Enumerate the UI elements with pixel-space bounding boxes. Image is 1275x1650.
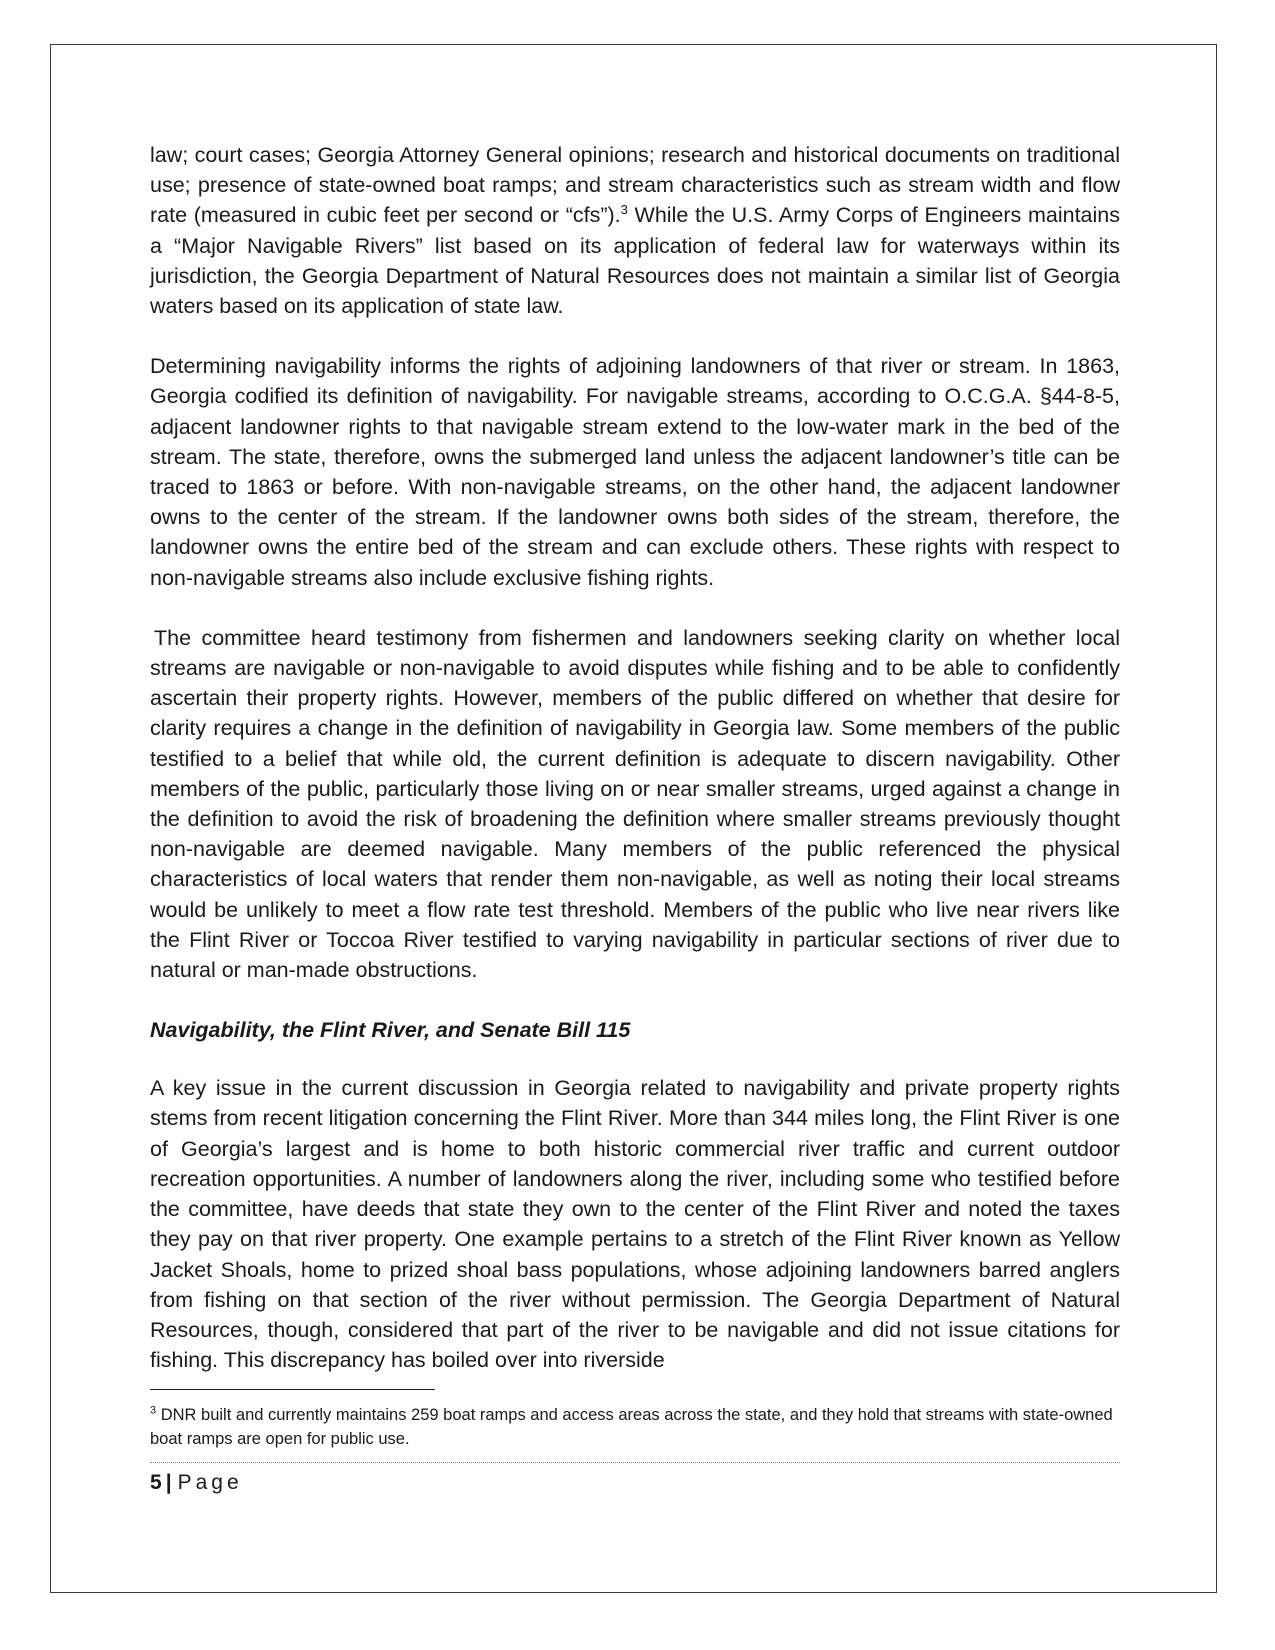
- page-separator: |: [165, 1471, 172, 1494]
- paragraph-text: law; court cases; Georgia Attorney General opinions; research and historical documents on traditional use; presence of state-owned boat ramps; and stream characteristics such as stream width and flow rate (measured in cubic feet per second or “cfs”).: [150, 143, 1120, 228]
- footnote-reference: 3: [620, 202, 628, 218]
- footnote-marker: 3: [150, 1404, 157, 1417]
- page-label: Page: [177, 1471, 243, 1494]
- page-footer: [150, 1468, 243, 1498]
- footnote-divider: [150, 1389, 435, 1390]
- paragraph-flint-river: A key issue in the current discussion in Georgia related to navigability and private property rights stems from recent litigation concerning the Flint River. More than 344 miles long, the Flint River is one of Georgia’s largest and is home to both historic commercial river traffic and current outdoor recreation opportunities. A number of landowners along the river, including some who testified before the committee, have deeds that state they own to the center of the Flint River and noted the taxes they pay on that river property. One example pertains to a stretch of the Flint River known as Yellow Jacket Shoals, home to prized shoal bass populations, whose adjoining landowners barred anglers from fishing on that section of the river without permission. The Georgia Department of Natural Resources, though, considered that part of the river to be navigable and did not issue citations for fishing. This discrepancy has boiled over into riverside: [150, 1076, 1120, 1373]
- paragraph-committee-testimony: The committee heard testimony from fishermen and landowners seeking clarity on whether local streams are navigable or non-navigable to avoid disputes while fishing and to be able to confidently ascertain their property rights. However, members of the public differed on whether that desire for clarity requires a change in the definition of navigability in Georgia law. Some members of the public testified to a belief that while old, the current definition is adequate to discern navigability. Other members of the public, particularly those living on or near smaller streams, urged against a change in the definition to avoid the risk of broadening the definition where smaller streams previously thought non-navigable are deemed navigable. Many members of the public referenced the physical characteristics of local waters that render them non-navigable, as well as noting their local streams would be unlikely to meet a flow rate test threshold. Members of the public who live near rivers like the Flint River or Toccoa River testified to varying navigability in particular sections of river due to natural or man-made obstructions.: [150, 625, 1120, 983]
- paragraph-navigability-factors: [150, 140, 1120, 321]
- footnote: [150, 1403, 1120, 1451]
- section-heading: Navigability, the Flint River, and Senate Bill 115: [150, 1018, 631, 1043]
- page-number: 5: [150, 1471, 162, 1494]
- footnote-text: DNR built and currently maintains 259 boat ramps and access areas across the state, and they hold that streams with state-owned boat ramps are open for public use.: [150, 1406, 1113, 1448]
- document-body: [150, 140, 1120, 1375]
- paragraph-text: While the U.S. Army Corps of Engineers maintains a “Major Navigable Rivers” list based on its application of federal law for waterways within its jurisdiction, the Georgia Department of Natural Resources does not maintain a similar list of Georgia waters based on its application of state law.: [150, 203, 1120, 319]
- footer-divider: [150, 1462, 1120, 1463]
- paragraph-landowner-rights: Determining navigability informs the rights of adjoining landowners of that river or stream. In 1863, Georgia codified its definition of navigability. For navigable streams, according to O.C.G.A. §44-8-5, adjacent landowner rights to that navigable stream extend to the low-water mark in the bed of the stream. The state, therefore, owns the submerged land unless the adjacent landowner’s title can be traced to 1863 or before. With non-navigable streams, on the other hand, the adjacent landowner owns to the center of the stream. If the landowner owns both sides of the stream, therefore, the landowner owns the entire bed of the stream and can exclude others. These rights with respect to non-navigable streams also include exclusive fishing rights.: [150, 354, 1120, 590]
